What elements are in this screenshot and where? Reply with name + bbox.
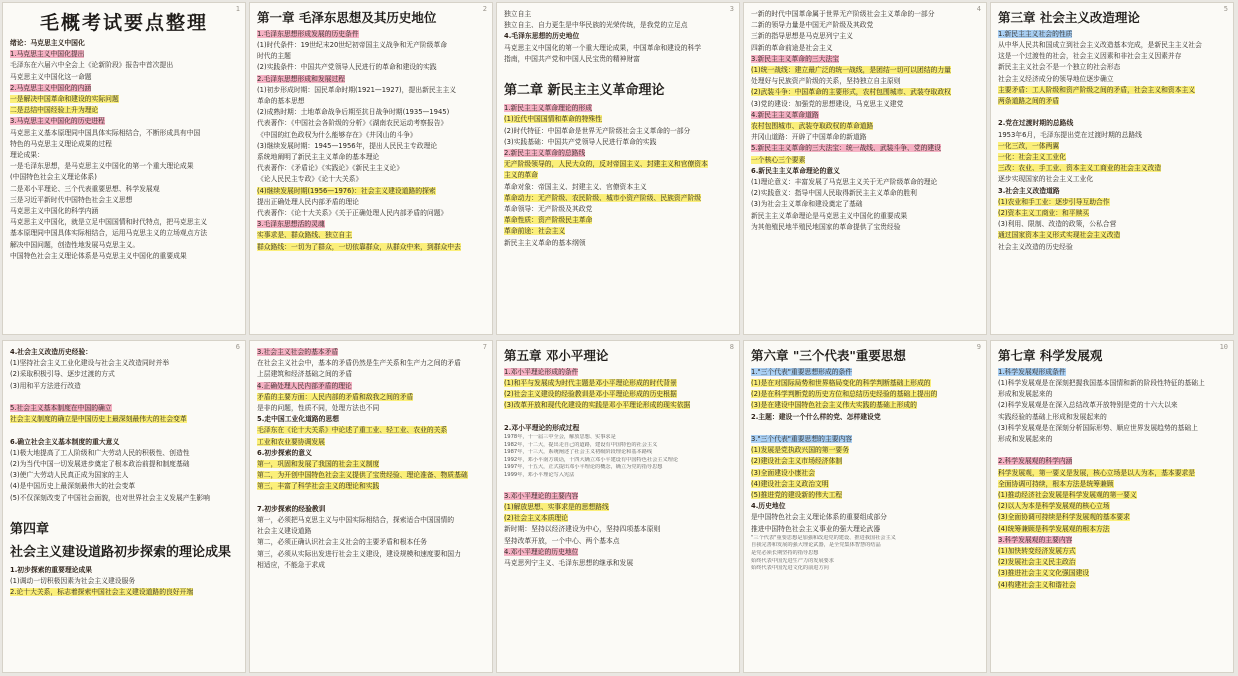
section-heading: 4.社会主义改造历史经验： [10, 348, 93, 356]
note-line: 社会主义改造的历史经验 [998, 242, 1073, 251]
note-line: 二是邓小平理论、三个代表重要思想、科学发展观 [10, 184, 160, 193]
note-line: (2)成熟时期：土地革命战争后期至抗日战争时期(1935—1945) [257, 108, 450, 117]
note-line: (1)推动经济社会发展是科学发展观的第一要义 [998, 490, 1137, 499]
note-line: 第三，必须从实际出发进行社会主义建设，建设规模和速度要和国力 [257, 549, 461, 558]
note-line: (3)科学发展观是在深刻分析国际形势、顺应世界发展趋势的基础上 [998, 423, 1198, 432]
note-line: 4.邓小平理论的历史地位 [504, 547, 579, 556]
page-number: 6 [235, 343, 240, 351]
note-line: 农村包围城市、武装夺取政权的革命道路 [751, 122, 874, 131]
note-line: (1)近代中国国情和革命的特殊性 [504, 115, 602, 124]
section-heading: 3.社会主义改造道路 [998, 186, 1060, 195]
note-line: 为其他殖民地半殖民地国家的革命提供了宝贵经验 [751, 222, 901, 231]
section-heading: 5.走中国工业化道路的思想 [257, 415, 340, 424]
note-line: 《论人民民主专政》《论十大关系》 [257, 175, 363, 184]
note-line: 逐步实现国家的社会主义工业化 [998, 175, 1094, 184]
note-line: (4)构建社会主义和谐社会 [998, 580, 1076, 589]
note-line: (1)坚持社会主义工业化建设与社会主义改造同时并举 [10, 359, 170, 368]
note-line: 社会主义建设道路 [257, 527, 312, 536]
page-title: 第三章 社会主义改造理论 [998, 10, 1140, 25]
note-line: (1)统一战线：建立最广泛的统一战线，是团结一切可以团结的力量 [751, 66, 951, 75]
note-line: 通过国家资本主义形式实现社会主义改造 [998, 231, 1121, 240]
chapter-heading: 第四章 [10, 522, 50, 538]
note-line: 是党必须长期坚持的指导思想 [751, 549, 819, 556]
note-line: 1997年，十五大，正式提出邓小平理论的概念，确立为党的指导思想 [504, 464, 663, 471]
note-line: 解决中国问题，创造性地发展马克思主义。 [10, 240, 140, 249]
note-line: (1)解放思想、实事求是的思想路线 [504, 502, 609, 511]
page-title: 毛概考试要点整理 [39, 12, 208, 34]
note-line [10, 425, 238, 436]
note-line: 上层建筑和经济基础之间的矛盾 [257, 370, 353, 379]
note-line: 1.新民主主义社会的性质 [998, 29, 1073, 38]
note-line: 革命的基本思想 [257, 96, 305, 105]
note-line: 马克思列宁主义、毛泽东思想的继承和发展 [504, 558, 634, 567]
page-number: 1 [235, 5, 240, 13]
note-line: 5.新民主主义革命的三大法宝：统一战线、武装斗争、党的建设 [751, 144, 941, 153]
note-line: (1)是在对国际局势和世界格局变化的科学判断基础上形成的 [751, 378, 931, 387]
note-line: (3)利用、限制、改造的政策，公私合营 [998, 220, 1117, 229]
note-line: (4)继续发展时期(1956—1976)：社会主义建设道路的探索 [257, 186, 436, 195]
note-line: (2)以人为本是科学发展观的核心立场 [998, 502, 1110, 511]
note-line: 3.新民主主义革命的三大法宝 [751, 54, 840, 63]
page-number: 3 [729, 5, 734, 13]
note-line: 马克思主义中国化这一命题 [10, 72, 92, 81]
note-line: (2)武装斗争：中国革命的主要形式，农村包围城市、武装夺取政权 [751, 88, 951, 97]
note-line: (3)为社会主义革命和建设奠定了基础 [751, 200, 863, 209]
note-line: 革命性质：资产阶级民主革命 [504, 216, 593, 225]
note-page [990, 2, 1234, 335]
note-line: 时代的主题 [257, 52, 291, 61]
section-heading: 2.党在过渡时期的总路线 [998, 119, 1074, 128]
note-line: 井冈山道路：开辟了中国革命的新道路 [751, 133, 867, 142]
note-line: (4)统筹兼顾是科学发展观的根本方法 [998, 524, 1110, 533]
note-line: 革命对象：帝国主义、封建主义、官僚资本主义 [504, 182, 647, 191]
note-line: 1987年，十三大，系统阐述了社会主义初级阶段理论和基本路线 [504, 449, 653, 456]
note-line: (1)发展是党执政兴国的第一要务 [751, 446, 849, 455]
section-heading: 4.历史地位 [751, 502, 786, 511]
section-heading: 绪论：马克思主义中国化 [10, 38, 85, 47]
note-line: 无产阶级领导的，人民大众的，反对帝国主义、封建主义和官僚资本 [504, 160, 708, 169]
note-line: (2)资本主义工商业：和平赎买 [998, 209, 1090, 217]
note-line: (1)农业和手工业：逐步引导互助合作 [998, 197, 1110, 206]
note-line: 第一，必须把马克思主义与中国实际相结合，探索适合中国国情的 [257, 516, 455, 525]
section-heading: 7.初步探索的经验教训 [257, 504, 326, 513]
note-line: 4.正确处理人民内部矛盾的理论 [257, 381, 352, 390]
note-line: 新时期：坚持以经济建设为中心，坚持四项基本原则 [504, 525, 661, 534]
note-line: (1)科学发展观是在深刻把握我国基本国情和新的阶段性特征的基础上 [998, 378, 1205, 387]
section-heading: 6.新民主主义革命理论的意义 [751, 166, 840, 175]
note-line: 革命动力：无产阶级、农民阶级、城市小资产阶级、民族资产阶级 [504, 193, 702, 202]
note-line: 1953年6月，毛泽东提出党在过渡时期的总路线 [998, 130, 1142, 139]
page-number: 7 [482, 343, 487, 351]
note-line: 三是习近平新时代中国特色社会主义思想 [10, 195, 133, 204]
note-line: 自我完善和发展的强大理论武器，是全党集体智慧的结晶 [751, 542, 881, 549]
note-line: 提出正确处理人民内部矛盾的理论 [257, 197, 359, 206]
note-line: 2.毛泽东思想形成和发展过程 [257, 74, 346, 83]
note-line: (1)调动一切积极因素为社会主义建设服务 [10, 577, 136, 586]
page-number: 2 [482, 5, 487, 13]
note-line: 主要矛盾：工人阶级和资产阶级之间的矛盾，社会主义和资本主义 [998, 85, 1196, 94]
note-line: 独立自主 [504, 10, 532, 18]
note-line: (3)全面协调可持续是科学发展观的基本要求 [998, 513, 1130, 522]
note-line: 第二，为开创中国特色社会主义提供了宝贵经验、理论准备、物质基础 [257, 471, 468, 480]
note-line: 全面协调可持续，根本方法是统筹兼顾 [998, 479, 1114, 488]
note-page [2, 2, 246, 335]
note-line: (2)实践意义：指导中国人民取得新民主主义革命的胜利 [751, 189, 917, 198]
note-page [743, 340, 987, 673]
note-line: 实事求是、群众路线、独立自主 [257, 231, 353, 240]
note-line: (5)推进党的建设新的伟大工程 [751, 490, 843, 499]
note-line: (2)科学发展观是在深入总结改革开放特别是党的十六大以来 [998, 401, 1178, 410]
note-line: 在社会主义社会中，基本的矛盾仍然是生产关系和生产力之间的矛盾 [257, 359, 461, 368]
note-line [998, 107, 1226, 118]
note-line: 四新的革命前途是社会主义 [751, 43, 833, 52]
note-line: 4.新民主主义革命道路 [751, 110, 819, 119]
note-line: 第二，必须正确认识社会主义社会的主要矛盾和根本任务 [257, 538, 427, 547]
note-line [998, 445, 1226, 456]
note-line: 形成和发展起来的 [998, 434, 1053, 443]
note-line: 是非的问题，性质不同，处理方法也不同 [257, 404, 380, 413]
note-line: 1992年，邓小平南方谈话，十四大确立邓小平建设有中国特色社会主义理论 [504, 456, 679, 463]
note-line: 二是总结中国经验上升为理论 [10, 106, 99, 115]
note-line: 主义的革命 [504, 171, 538, 180]
note-line: (3)全面建设小康社会 [751, 468, 816, 477]
note-line: (2)实践条件：中国共产党领导人民进行的革命和建设的实践 [257, 63, 437, 72]
note-line: (4)是中国历史上最深刻最伟大的社会变革 [10, 482, 136, 491]
note-line: 科学发展观，第一要义是发展，核心立场是以人为本，基本要求是 [998, 468, 1196, 477]
note-line: 3.社会主义社会的基本矛盾 [257, 348, 339, 356]
note-page [249, 2, 493, 335]
note-line: 革命前途：社会主义 [504, 227, 566, 236]
note-line: 这是一个过渡性的社会，社会主义因素和非社会主义因素并存 [998, 52, 1182, 61]
note-line: 坚持改革开放，一个中心、两个基本点 [504, 536, 620, 545]
section-heading: 2.邓小平理论的形成过程 [504, 423, 580, 432]
note-line: 马克思主义中国化，就是立足中国国情和时代特点，把马克思主义 [10, 218, 208, 227]
note-line: 马克思主义中国化的第一个重大理论成果，中国革命和建设的科学 [504, 43, 702, 52]
note-line: 3."三个代表"重要思想的主要内容 [751, 434, 853, 443]
note-line: 一是毛泽东思想，是马克思主义中国化的第一个重大理论成果 [10, 162, 194, 171]
note-line [504, 412, 732, 423]
note-line: 二新的领导力量是中国无产阶级及其政党 [751, 21, 874, 30]
note-line: 一是解决中国革命和建设的实际问题 [10, 94, 119, 103]
note-line: (5)不仅深刻改变了中国社会面貌，也对世界社会主义发展产生影响 [10, 493, 210, 502]
note-line: 5.社会主义基本制度在中国的确立 [10, 404, 112, 413]
note-line: (2)为当代中国一切发展进步奠定了根本政治前提和制度基础 [10, 460, 190, 469]
note-line: 3.科学发展观的主要内容 [998, 535, 1073, 544]
note-page [496, 340, 740, 673]
page-number: 5 [1223, 5, 1228, 13]
note-line: (3)党的建设：加强党的思想建设，马克思主义建党 [751, 99, 904, 108]
note-line: 理论成果： [10, 150, 44, 159]
chapter-heading: 社会主义建设道路初步探索的理论成果 [10, 545, 232, 561]
note-line: 三新的指导思想是马克思列宁主义 [751, 32, 853, 41]
note-line: 处理好与民族资产阶级的关系，坚持独立自主原则 [751, 77, 901, 86]
note-line: 推进中国特色社会主义事业的强大理论武器 [751, 524, 881, 533]
section-heading: 1.初步探索的重要理论成果 [10, 566, 93, 575]
note-line: 3.邓小平理论的主要内容 [504, 491, 579, 500]
note-line: 工业和农业要协调发展 [257, 437, 325, 446]
note-line: (2)社会主义本质理论 [504, 514, 569, 523]
note-line: 矛盾的主要方面：人民内部的矛盾和敌我之间的矛盾 [257, 392, 414, 401]
note-line: 始终代表中国先进生产力的发展要求 [751, 557, 835, 564]
note-line: (1)加快转变经济发展方式 [998, 547, 1076, 555]
note-line: (1)极大地提高了工人阶级和广大劳动人民的积极性、创造性 [10, 448, 190, 457]
note-line: 2.新民主主义革命的总路线 [504, 149, 586, 158]
note-line: 一新的时代中国革命属于世界无产阶级社会主义革命的一部分 [751, 10, 935, 18]
note-line: "三个代表"重要思想是加强和改进党的建设、推进我国社会主义 [751, 534, 896, 541]
section-heading: 6.初步探索的意义 [257, 448, 312, 457]
note-line: (2)是在科学判断党的历史方位和总结历史经验的基础上提出的 [751, 390, 938, 399]
note-line: (3)推进社会主义文化强国建设 [998, 569, 1090, 578]
page-title: 第五章 邓小平理论 [504, 348, 609, 363]
page-number: 4 [976, 5, 981, 13]
note-line: 独立自主、自力更生是中华民族的光荣传统，是我党的立足点 [504, 21, 688, 30]
page-number: 8 [729, 343, 734, 351]
note-line: 形成和发展起来的 [998, 390, 1053, 399]
note-line: 第三，丰富了科学社会主义的理论和实践 [257, 482, 380, 491]
note-line: 代表著作：《论十大关系》《关于正确处理人民内部矛盾的问题》 [257, 209, 448, 217]
note-page [249, 340, 493, 673]
note-line: (3)改革开放和现代化建设的实践是邓小平理论形成的现实依据 [504, 401, 691, 410]
note-line: 革命领导：无产阶级及其政党 [504, 205, 593, 214]
note-line: 社会主义制度的确立是中国历史上最深刻最伟大的社会变革 [10, 415, 187, 424]
note-line: 1982年，十二大，提出走自己的道路，建设有中国特色的社会主义 [504, 441, 658, 448]
note-line: (2)采取积极引导、逐步过渡的方式 [10, 370, 115, 379]
note-line: (4)建设社会主义政治文明 [751, 479, 829, 488]
note-line: (1)时代条件：19世纪末20世纪初帝国主义战争和无产阶级革命 [257, 40, 448, 49]
note-line: 马克思主义中国化的科学内涵 [10, 206, 99, 215]
section-heading: 2.主题：建设一个什么样的党、怎样建设党 [751, 412, 881, 421]
note-line: 是中国特色社会主义理论体系的重要组成部分 [751, 513, 887, 522]
note-line: 3.马克思主义中国化的历史进程 [10, 117, 105, 126]
note-line: (1)初步形成时期：国民革命时期(1921—1927)，提出新民主主义 [257, 85, 457, 94]
note-line: 1.科学发展观形成条件 [998, 367, 1066, 376]
note-line: 一化三改，一体两翼 [998, 141, 1060, 150]
note-line: 代表著作：《矛盾论》《实践论》《新民主主义论》 [257, 164, 404, 173]
note-line [257, 493, 485, 504]
note-line: 三改：农业、手工业、资本主义工商业的社会主义改造 [998, 164, 1162, 173]
note-line: (中国特色社会主义理论体系) [10, 173, 97, 182]
note-line: (2)建设社会主义市场经济体制 [751, 457, 843, 466]
note-line: (2)社会主义建设的经验教训是邓小平理论形成的历史根据 [504, 390, 677, 399]
note-line: 新民主主义革命理论是马克思主义中国化的重要成果 [751, 211, 908, 220]
note-line: 新民主主义社会不是一个独立的社会形态 [998, 63, 1121, 72]
note-line: (2)发展社会主义民主政治 [998, 558, 1076, 567]
note-line [751, 423, 979, 434]
note-line: 1999年，邓小平理论写入宪法 [504, 471, 575, 478]
note-line [504, 65, 732, 76]
note-line: 1.新民主主义革命理论的形成 [504, 104, 593, 113]
section-heading: 4.毛泽东思想的历史地位 [504, 32, 580, 41]
note-line: 特色的马克思主义理论成果的过程 [10, 139, 112, 148]
page-title: 第七章 科学发展观 [998, 348, 1103, 363]
note-page [2, 340, 246, 673]
note-line: 指南，中国共产党和中国人民宝贵的精神财富 [504, 54, 640, 63]
note-line: 毛泽东在六届六中全会上《论新阶段》报告中首次提出 [10, 61, 174, 70]
note-line: 一化：社会主义工业化 [998, 152, 1066, 161]
note-line: 1.毛泽东思想形成发展的历史条件 [257, 29, 359, 38]
note-page [990, 340, 1234, 673]
note-line: 系统地阐明了新民主主义革命的基本理论 [257, 152, 380, 161]
note-line [10, 504, 238, 515]
note-line: 1.马克思主义中国化提出 [10, 50, 85, 59]
note-line: 3.毛泽东思想活的灵魂 [257, 220, 325, 229]
note-line: 两条道路之间的矛盾 [998, 96, 1060, 105]
page-number: 9 [976, 343, 981, 351]
note-line: 2.科学发展观的科学内涵 [998, 457, 1073, 466]
note-line: 相适应，不能急于求成 [257, 560, 325, 569]
note-line: (3)继续发展时期：1945—1956年，提出人民民主专政理论 [257, 141, 438, 150]
note-line [504, 480, 732, 491]
note-line: 实践经验的基础上形成和发展起来的 [998, 412, 1107, 421]
section-heading: 6.确立社会主义基本制度的重大意义 [10, 437, 120, 446]
note-line: 第一，巩固和发展了我国的社会主义制度 [257, 460, 380, 469]
note-line: 马克思主义基本原理同中国具体实际相结合，不断形成具有中国 [10, 128, 201, 137]
note-line: 一个核心三个要素 [751, 155, 806, 164]
note-line: 《中国的红色政权为什么能够存在》《井冈山的斗争》 [257, 130, 417, 139]
note-line [10, 392, 238, 403]
note-line: (3)实践基础：中国共产党领导人民进行革命的实践 [504, 137, 657, 146]
note-line: 新民主主义革命的基本纲领 [504, 238, 586, 247]
note-line: (1)和平与发展成为时代主题是邓小平理论形成的时代背景 [504, 378, 677, 387]
note-line: 从中华人民共和国成立到社会主义改造基本完成，是新民主主义社会 [998, 40, 1202, 49]
note-line: 2.马克思主义中国化的内涵 [10, 83, 92, 92]
note-line: (2)时代特征：中国革命是世界无产阶级社会主义革命的一部分 [504, 126, 691, 135]
note-line: (1)理论意义：丰富发展了马克思主义关于无产阶级革命的理论 [751, 178, 938, 187]
note-line: 基本原理同中国具体实际相结合，运用马克思主义的立场观点方法 [10, 229, 208, 238]
note-line: (3)是在建设中国特色社会主义伟大实践的基础上形成的 [751, 401, 917, 410]
note-line: 2.论十大关系，标志着探索中国社会主义建设道路的良好开端 [10, 588, 194, 597]
note-line: 毛泽东在《论十大关系》中论述了重工业、轻工业、农业的关系 [257, 426, 448, 435]
page-title: 第六章 "三个代表"重要思想 [751, 348, 906, 363]
note-line: 代表著作：《中国社会各阶级的分析》《湖南农民运动考察报告》 [257, 119, 448, 128]
chapter-heading: 第二章 新民主主义革命理论 [504, 83, 665, 99]
note-line: 始终代表中国先进文化的前进方向 [751, 565, 829, 572]
note-line: 1.邓小平理论形成的条件 [504, 367, 579, 376]
note-line: 群众路线：一切为了群众，一切依靠群众，从群众中来，到群众中去 [257, 242, 461, 251]
note-line: (3)用和平方法进行改造 [10, 381, 81, 390]
note-line: 1."三个代表"重要思想形成的条件 [751, 367, 853, 376]
page-number: 10 [1219, 343, 1228, 351]
note-line: 中国特色社会主义理论体系是马克思主义中国化的重要成果 [10, 251, 187, 260]
note-line: 社会主义经济成分的领导地位逐步确立 [998, 74, 1114, 83]
note-page [496, 2, 740, 335]
note-line: 1978年，十一届三中全会，解放思想、实事求是 [504, 433, 616, 440]
page-title: 第一章 毛泽东思想及其历史地位 [257, 10, 437, 25]
note-page [743, 2, 987, 335]
note-line: (3)使广大劳动人民真正成为国家的主人 [10, 471, 129, 480]
